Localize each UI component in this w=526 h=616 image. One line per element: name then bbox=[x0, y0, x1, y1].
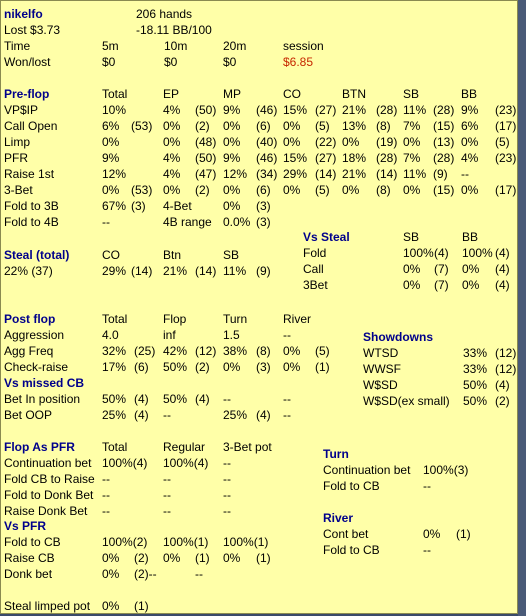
postflop-cell: 38% bbox=[223, 344, 248, 358]
showdown-count: (2) bbox=[495, 394, 510, 408]
flop-pfr-cell: -- bbox=[223, 504, 231, 518]
vs-steal-cell: (7) bbox=[434, 278, 449, 292]
vs-steal-cell: (7) bbox=[434, 262, 449, 276]
vs-pfr-row-label: Raise CB bbox=[4, 551, 55, 565]
preflop-cell: (17) bbox=[495, 183, 517, 197]
turn-title: Turn bbox=[323, 447, 349, 461]
vs-steal-cell: 0% bbox=[462, 262, 480, 276]
preflop-col-header: BB bbox=[461, 87, 478, 101]
postflop-row-label: Aggression bbox=[4, 328, 65, 342]
preflop-cell: (22) bbox=[315, 135, 337, 149]
steal-cell: (14) bbox=[131, 264, 153, 278]
postflop-cell: (25) bbox=[134, 344, 156, 358]
preflop-cell: (47) bbox=[195, 167, 217, 181]
preflop-cell: 0% bbox=[403, 183, 421, 197]
steal-cell: 29% bbox=[102, 264, 127, 278]
vs-steal-cell: (4) bbox=[495, 278, 510, 292]
turn-row-value: 100%(3) bbox=[423, 463, 469, 477]
missed-cb-row-label: Bet OOP bbox=[4, 408, 53, 422]
showdowns-title: Showdowns bbox=[363, 330, 433, 344]
vs-pfr-title: Vs PFR bbox=[4, 519, 47, 533]
wonlost-value: $0 bbox=[164, 55, 178, 69]
vs-pfr-cell: (1) bbox=[195, 551, 210, 565]
preflop-col-header: BTN bbox=[342, 87, 366, 101]
showdown-value: 33% bbox=[463, 346, 488, 360]
river-row-label: Fold to CB bbox=[323, 543, 380, 557]
preflop-col-header: CO bbox=[283, 87, 301, 101]
river-row-label: Cont bet bbox=[323, 527, 369, 541]
vs-steal-cell: 0% bbox=[462, 278, 480, 292]
preflop-cell: 9% bbox=[223, 103, 241, 117]
postflop-cell: -- bbox=[283, 328, 291, 342]
vs-pfr-cell: 0% bbox=[163, 551, 181, 565]
preflop-cell: 0% bbox=[102, 135, 120, 149]
steal-col-header: SB bbox=[223, 248, 240, 262]
steal-total: 22% (37) bbox=[4, 264, 53, 278]
flop-pfr-cell: -- bbox=[163, 488, 171, 502]
preflop-row-label: Limp bbox=[4, 135, 31, 149]
vs-steal-cell: 100% bbox=[403, 246, 434, 260]
vs-steal-title: Vs Steal bbox=[303, 230, 350, 244]
preflop-cell: 15% bbox=[283, 151, 308, 165]
missed-cb-cell: -- bbox=[283, 408, 291, 422]
preflop-cell: (6) bbox=[256, 183, 271, 197]
vs-steal-cell: 0% bbox=[403, 278, 421, 292]
preflop-col-header: SB bbox=[403, 87, 420, 101]
preflop-cell: 0% bbox=[283, 183, 301, 197]
river-title: River bbox=[323, 511, 354, 525]
showdown-value: 50% bbox=[463, 394, 488, 408]
showdown-count: (4) bbox=[495, 378, 510, 392]
preflop-cell: 4B range bbox=[163, 215, 212, 229]
flop-pfr-row-label: Continuation bet bbox=[4, 456, 92, 470]
postflop-cell: 42% bbox=[163, 344, 188, 358]
preflop-cell: 0% bbox=[223, 119, 241, 133]
postflop-cell: (1) bbox=[315, 360, 330, 374]
preflop-cell: (53) bbox=[131, 183, 153, 197]
window-edge bbox=[518, 0, 526, 616]
preflop-cell: (9) bbox=[433, 167, 448, 181]
preflop-cell: 67% bbox=[102, 199, 127, 213]
missed-cb-cell: (4) bbox=[134, 392, 149, 406]
preflop-cell: 9% bbox=[461, 103, 479, 117]
preflop-cell: 18% bbox=[342, 151, 367, 165]
preflop-row-label: PFR bbox=[4, 151, 28, 165]
preflop-cell: (14) bbox=[315, 167, 337, 181]
preflop-cell: (46) bbox=[256, 151, 278, 165]
showdown-value: 50% bbox=[463, 378, 488, 392]
steal-limped-label: Steal limped pot bbox=[4, 599, 91, 613]
preflop-cell: (8) bbox=[376, 119, 391, 133]
steal-limped-count: (1) bbox=[134, 599, 149, 613]
time-period: 10m bbox=[164, 39, 188, 53]
flop-pfr-cell: 100%(4) bbox=[102, 456, 148, 470]
preflop-cell: 4% bbox=[461, 151, 479, 165]
preflop-cell: 7% bbox=[403, 151, 421, 165]
vs-pfr-cell: 0% bbox=[223, 551, 241, 565]
preflop-cell: (2) bbox=[195, 119, 210, 133]
river-row-value: 0% bbox=[423, 527, 441, 541]
flop-pfr-row-label: Raise Donk Bet bbox=[4, 504, 88, 518]
vs-steal-row-label: Call bbox=[303, 262, 324, 276]
preflop-cell: 0% bbox=[283, 135, 301, 149]
missed-cb-cell: -- bbox=[223, 392, 231, 406]
postflop-cell: 4.0 bbox=[102, 328, 119, 342]
preflop-cell: (48) bbox=[195, 135, 217, 149]
missed-cb-row-label: Bet In position bbox=[4, 392, 81, 406]
preflop-cell: (46) bbox=[256, 103, 278, 117]
postflop-cell: (3) bbox=[256, 360, 271, 374]
preflop-cell: (23) bbox=[495, 151, 517, 165]
steal-col-header: Btn bbox=[163, 248, 182, 262]
postflop-cell: (12) bbox=[195, 344, 217, 358]
preflop-cell: 6% bbox=[102, 119, 120, 133]
flop-pfr-title: Flop As PFR bbox=[4, 440, 75, 454]
time-period: session bbox=[283, 39, 324, 53]
preflop-cell: (28) bbox=[376, 151, 398, 165]
preflop-cell: 0% bbox=[342, 183, 360, 197]
postflop-title: Post flop bbox=[4, 312, 56, 326]
preflop-cell: (50) bbox=[195, 103, 217, 117]
preflop-cell: (34) bbox=[256, 167, 278, 181]
flop-pfr-cell: 100%(4) bbox=[163, 456, 209, 470]
steal-title: Steal (total) bbox=[4, 248, 70, 262]
steal-cell: 21% bbox=[163, 264, 188, 278]
flop-pfr-cell: -- bbox=[102, 472, 110, 486]
preflop-cell: (15) bbox=[433, 183, 455, 197]
turn-row-label: Fold to CB bbox=[323, 479, 380, 493]
bb-per-100: -18.11 BB/100 bbox=[136, 23, 212, 37]
postflop-cell: 1.5 bbox=[223, 328, 240, 342]
missed-cb-cell: 50% bbox=[163, 392, 188, 406]
preflop-cell: (6) bbox=[256, 119, 271, 133]
preflop-cell: 13% bbox=[342, 119, 367, 133]
postflop-row-label: Check-raise bbox=[4, 360, 69, 374]
vs-pfr-cell: 100%(2) bbox=[102, 535, 148, 549]
postflop-cell: 0% bbox=[223, 360, 241, 374]
preflop-cell: 29% bbox=[283, 167, 308, 181]
postflop-cell: 0% bbox=[283, 344, 301, 358]
preflop-title: Pre-flop bbox=[4, 87, 50, 101]
preflop-cell: 0% bbox=[461, 135, 479, 149]
steal-cell: (9) bbox=[256, 264, 271, 278]
vs-pfr-cell: 100%(1) bbox=[223, 535, 269, 549]
preflop-cell: 4-Bet bbox=[163, 199, 192, 213]
player-name: nikelfo bbox=[4, 7, 43, 21]
preflop-cell: -- bbox=[461, 167, 469, 181]
preflop-row-label: Fold to 3B bbox=[4, 199, 59, 213]
missed-cb-cell: (4) bbox=[134, 408, 149, 422]
preflop-cell: (2) bbox=[195, 183, 210, 197]
flop-pfr-cell: -- bbox=[223, 488, 231, 502]
preflop-cell: (50) bbox=[195, 151, 217, 165]
lost-amount: Lost $3.73 bbox=[4, 23, 61, 37]
showdown-count: (12) bbox=[495, 346, 517, 360]
river-row-count: (1) bbox=[456, 527, 471, 541]
preflop-cell: (5) bbox=[495, 135, 510, 149]
preflop-cell: (23) bbox=[495, 103, 517, 117]
wonlost-session: $6.85 bbox=[283, 55, 314, 69]
preflop-cell: (3) bbox=[256, 199, 271, 213]
preflop-row-label: Raise 1st bbox=[4, 167, 55, 181]
missed-cb-title: Vs missed CB bbox=[4, 376, 85, 390]
preflop-cell: -- bbox=[102, 215, 110, 229]
postflop-col-header: Total bbox=[102, 312, 128, 326]
postflop-cell: (8) bbox=[256, 344, 271, 358]
flop-pfr-cell: -- bbox=[223, 456, 231, 470]
preflop-cell: 0% bbox=[223, 199, 241, 213]
postflop-cell: 17% bbox=[102, 360, 127, 374]
preflop-cell: 11% bbox=[403, 167, 427, 181]
preflop-cell: (28) bbox=[433, 151, 455, 165]
flop-pfr-col-header: Total bbox=[102, 440, 128, 454]
preflop-cell: 0% bbox=[163, 119, 181, 133]
wonlost-value: $0 bbox=[223, 55, 237, 69]
preflop-cell: (14) bbox=[376, 167, 398, 181]
postflop-cell: 32% bbox=[102, 344, 127, 358]
vs-steal-cell: (4) bbox=[434, 246, 449, 260]
vs-pfr-row-label: Donk bet bbox=[4, 567, 53, 581]
vs-steal-row-label: Fold bbox=[303, 246, 327, 260]
missed-cb-cell: 25% bbox=[102, 408, 127, 422]
preflop-cell: 9% bbox=[102, 151, 120, 165]
showdown-count: (12) bbox=[495, 362, 517, 376]
missed-cb-cell: 25% bbox=[223, 408, 248, 422]
preflop-row-label: Fold to 4B bbox=[4, 215, 59, 229]
vs-steal-row-label: 3Bet bbox=[303, 278, 328, 292]
preflop-cell: 0% bbox=[461, 183, 479, 197]
flop-pfr-cell: -- bbox=[163, 504, 171, 518]
vs-steal-col-header: SB bbox=[403, 230, 420, 244]
turn-row-value: -- bbox=[423, 479, 431, 493]
flop-pfr-row-label: Fold to Donk Bet bbox=[4, 488, 94, 502]
postflop-col-header: Turn bbox=[223, 312, 248, 326]
flop-pfr-cell: -- bbox=[223, 472, 231, 486]
preflop-cell: (53) bbox=[131, 119, 153, 133]
preflop-cell: 6% bbox=[461, 119, 479, 133]
missed-cb-cell: (4) bbox=[256, 408, 271, 422]
postflop-col-header: Flop bbox=[163, 312, 187, 326]
vs-pfr-row-label: Fold to CB bbox=[4, 535, 61, 549]
vs-steal-cell: (4) bbox=[495, 262, 510, 276]
preflop-cell: 0% bbox=[163, 135, 181, 149]
time-label: Time bbox=[4, 39, 31, 53]
hands-count: 206 hands bbox=[136, 7, 193, 21]
preflop-col-header: MP bbox=[223, 87, 241, 101]
steal-limped-value: 0% bbox=[102, 599, 120, 613]
postflop-col-header: River bbox=[283, 312, 312, 326]
preflop-row-label: VP$IP bbox=[4, 103, 39, 117]
showdown-label: WTSD bbox=[363, 346, 399, 360]
flop-pfr-col-header: 3-Bet pot bbox=[223, 440, 272, 454]
preflop-cell: 4% bbox=[163, 103, 181, 117]
preflop-row-label: 3-Bet bbox=[4, 183, 33, 197]
wonlost-value: $0 bbox=[102, 55, 116, 69]
preflop-col-header: EP bbox=[163, 87, 180, 101]
preflop-cell: (5) bbox=[315, 119, 330, 133]
preflop-cell: (3) bbox=[131, 199, 146, 213]
steal-cell: (14) bbox=[195, 264, 217, 278]
postflop-cell: (6) bbox=[134, 360, 149, 374]
preflop-cell: (17) bbox=[495, 119, 517, 133]
missed-cb-cell: -- bbox=[163, 408, 171, 422]
preflop-cell: 11% bbox=[403, 103, 427, 117]
missed-cb-cell: 50% bbox=[102, 392, 127, 406]
vs-steal-col-header: BB bbox=[462, 230, 479, 244]
preflop-cell: 0.0% bbox=[223, 215, 251, 229]
preflop-cell: (8) bbox=[376, 183, 391, 197]
turn-row-label: Continuation bet bbox=[323, 463, 411, 477]
vs-pfr-cell: -- bbox=[195, 567, 203, 581]
postflop-cell: inf bbox=[163, 328, 176, 342]
vs-steal-cell: 100% bbox=[462, 246, 493, 260]
preflop-cell: 10% bbox=[102, 103, 127, 117]
preflop-cell: (28) bbox=[433, 103, 455, 117]
vs-pfr-cell: (2) bbox=[134, 551, 149, 565]
wonlost-label: Won/lost bbox=[4, 55, 51, 69]
preflop-cell: 12% bbox=[223, 167, 248, 181]
preflop-cell: (3) bbox=[256, 215, 271, 229]
preflop-cell: 12% bbox=[102, 167, 127, 181]
postflop-cell: (2) bbox=[195, 360, 210, 374]
missed-cb-cell: -- bbox=[283, 392, 291, 406]
vs-steal-cell: (4) bbox=[495, 246, 510, 260]
preflop-cell: (19) bbox=[376, 135, 398, 149]
preflop-cell: (28) bbox=[376, 103, 398, 117]
preflop-col-header: Total bbox=[102, 87, 128, 101]
preflop-cell: (40) bbox=[256, 135, 278, 149]
postflop-cell: (5) bbox=[315, 344, 330, 358]
preflop-cell: 21% bbox=[342, 167, 367, 181]
preflop-cell: 0% bbox=[403, 135, 421, 149]
preflop-cell: 0% bbox=[342, 135, 360, 149]
preflop-cell: 7% bbox=[403, 119, 421, 133]
flop-pfr-cell: -- bbox=[163, 472, 171, 486]
showdown-label: W$SD bbox=[363, 378, 398, 392]
preflop-cell: 0% bbox=[283, 119, 301, 133]
postflop-row-label: Agg Freq bbox=[4, 344, 54, 358]
preflop-row-label: Call Open bbox=[4, 119, 58, 133]
preflop-cell: 4% bbox=[163, 151, 181, 165]
preflop-cell: (15) bbox=[433, 119, 455, 133]
steal-cell: 11% bbox=[223, 264, 247, 278]
preflop-cell: 15% bbox=[283, 103, 308, 117]
preflop-cell: (13) bbox=[433, 135, 455, 149]
preflop-cell: 4% bbox=[163, 167, 181, 181]
postflop-cell: 0% bbox=[283, 360, 301, 374]
showdown-value: 33% bbox=[463, 362, 488, 376]
missed-cb-cell: (4) bbox=[195, 392, 210, 406]
vs-pfr-cell: 0% bbox=[102, 551, 120, 565]
time-period: 20m bbox=[223, 39, 247, 53]
showdown-label: W$SD(ex small) bbox=[363, 394, 450, 408]
flop-pfr-cell: -- bbox=[102, 504, 110, 518]
preflop-cell: (5) bbox=[315, 183, 330, 197]
steal-col-header: CO bbox=[102, 248, 120, 262]
flop-pfr-cell: -- bbox=[102, 488, 110, 502]
preflop-cell: 0% bbox=[163, 183, 181, 197]
vs-pfr-cell: (1) bbox=[256, 551, 271, 565]
preflop-cell: (27) bbox=[315, 151, 337, 165]
vs-steal-cell: 0% bbox=[403, 262, 421, 276]
vs-pfr-cell: (2)-- bbox=[134, 567, 157, 581]
preflop-cell: 0% bbox=[223, 183, 241, 197]
preflop-cell: (27) bbox=[315, 103, 337, 117]
postflop-cell: 50% bbox=[163, 360, 188, 374]
flop-pfr-row-label: Fold CB to Raise bbox=[4, 472, 95, 486]
vs-pfr-cell: 0% bbox=[102, 567, 120, 581]
preflop-cell: 9% bbox=[223, 151, 241, 165]
preflop-cell: 21% bbox=[342, 103, 367, 117]
preflop-cell: 0% bbox=[102, 183, 120, 197]
river-row-value: -- bbox=[423, 543, 431, 557]
showdown-label: WWSF bbox=[363, 362, 401, 376]
preflop-cell: 0% bbox=[223, 135, 241, 149]
vs-pfr-cell: 100%(1) bbox=[163, 535, 209, 549]
flop-pfr-col-header: Regular bbox=[163, 440, 206, 454]
time-period: 5m bbox=[102, 39, 119, 53]
